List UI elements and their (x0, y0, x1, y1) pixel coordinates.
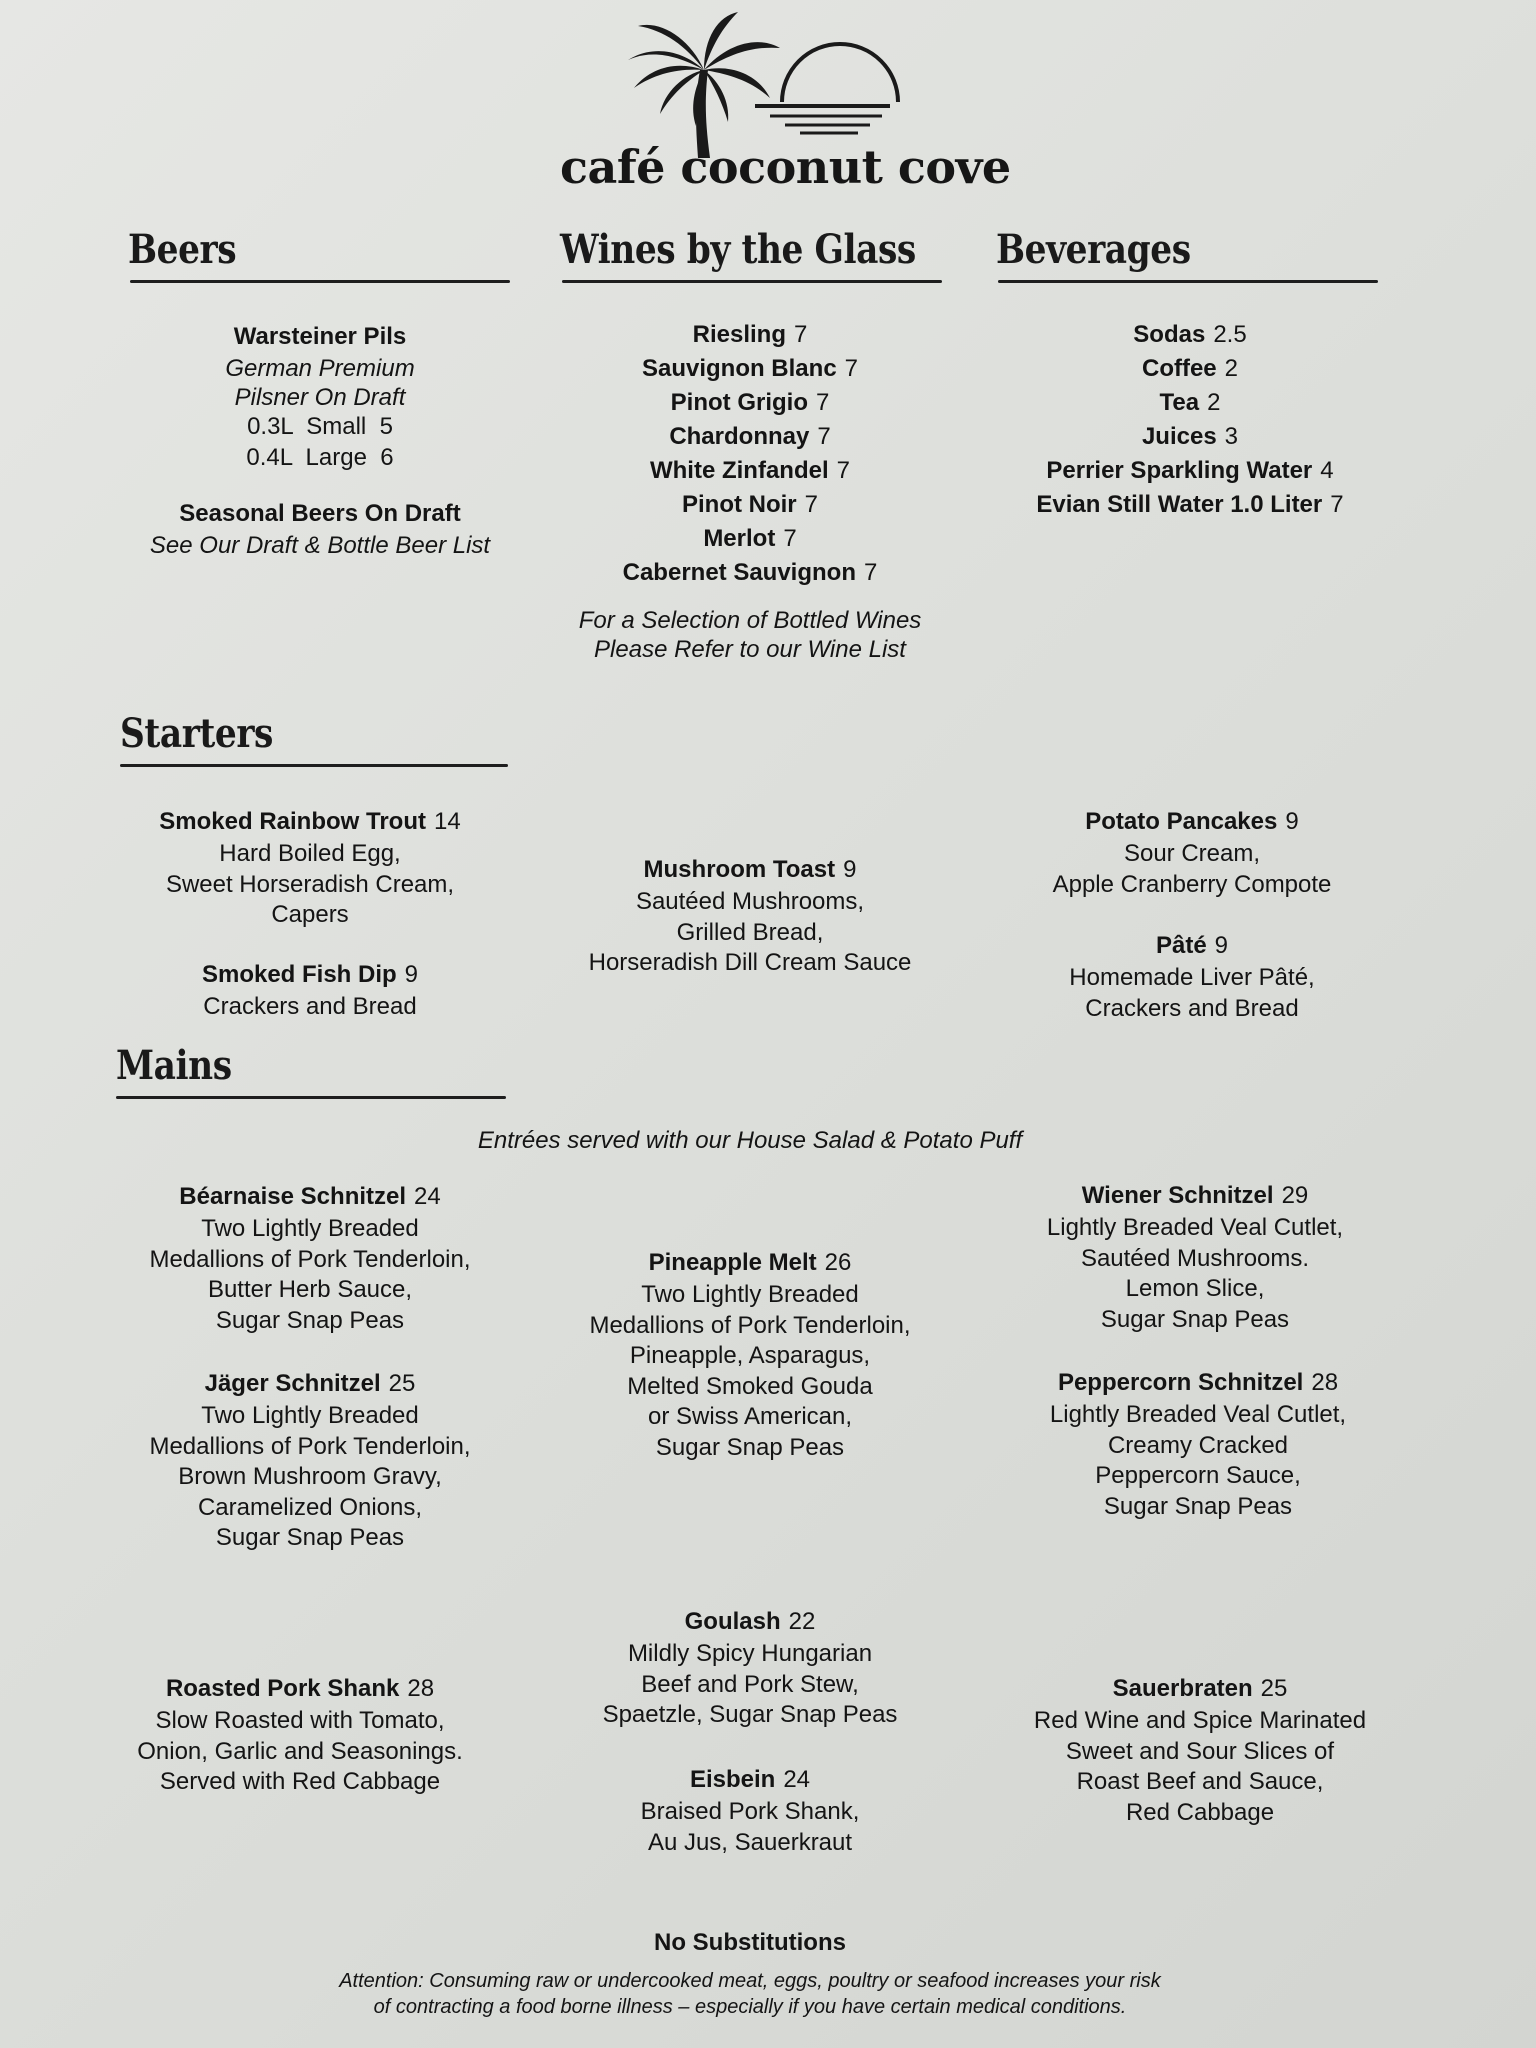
menu-item-desc: Sweet Horseradish Cream, (165, 870, 455, 898)
menu-item-desc: Peppercorn Sauce, (1095, 1462, 1301, 1489)
menu-item-name: Mushroom Toast (643, 856, 836, 883)
menu-item-desc: Roast Beef and Sauce, (1076, 1768, 1324, 1795)
starter-mushroom (540, 853, 960, 979)
beverage-item: Sodas 2.5 (1133, 321, 1247, 348)
wine-note: For a Selection of Bottled Wines (578, 607, 922, 634)
menu-item-desc: Braised Pork Shank, (640, 1798, 860, 1825)
menu-item-name: Peppercorn Schnitzel (1057, 1369, 1304, 1396)
menu-item-desc: Spaetzle, Sugar Snap Peas (602, 1701, 898, 1728)
menu-item-desc: Mildly Spicy Hungarian (627, 1640, 873, 1667)
menu-item-name: Smoked Fish Dip (201, 961, 397, 988)
menu-item-desc: Sugar Snap Peas (1100, 1305, 1290, 1333)
menu-item-name: Warsteiner Pils (233, 323, 407, 350)
beverage-item: Evian Still Water 1.0 Liter 7 (1036, 491, 1344, 518)
menu-item-desc: Butter Herb Sauce, (207, 1276, 413, 1303)
section-title-mains: Mains (116, 1042, 232, 1089)
section-rule (120, 764, 508, 767)
section-title-starters: Starters (120, 710, 273, 757)
wine-item: Cabernet Sauvignon 7 (622, 559, 878, 586)
menu-item-desc: Pineapple, Asparagus, (629, 1342, 871, 1369)
menu-item-size: 0.4L Large 6 (246, 443, 394, 471)
menu-item-desc: Lightly Breaded Veal Cutlet, (1046, 1214, 1344, 1241)
beverages-list (980, 318, 1400, 522)
main-jager (100, 1367, 520, 1554)
menu-item-desc: Au Jus, Sauerkraut (647, 1828, 853, 1856)
menu-item-price: 24 (414, 1183, 441, 1210)
menu-item-desc: Crackers and Bread (1085, 994, 1299, 1022)
menu-item-desc: Red Cabbage (1125, 1798, 1275, 1826)
palm-tree-sunset-icon (620, 8, 920, 158)
menu-item-price: 28 (407, 1675, 435, 1702)
menu-item-desc: See Our Draft & Bottle Beer List (149, 532, 491, 559)
menu-item-price: 9 (843, 856, 857, 883)
section-title-beers: Beers (128, 226, 237, 273)
menu-item-desc: Medallions of Pork Tenderloin, (149, 1432, 471, 1460)
menu-item-price: 25 (1260, 1675, 1288, 1702)
menu-item-name: Sauerbraten (1112, 1675, 1253, 1702)
menu-item-name: Potato Pancakes (1085, 808, 1278, 835)
menu-item-price: 14 (433, 808, 461, 835)
menu-item-desc: Hard Boiled Egg, (219, 840, 401, 867)
menu-item-desc: Two Lightly Breaded (201, 1215, 419, 1242)
starter-pancakes (982, 805, 1402, 900)
wine-note: Please Refer to our Wine List (594, 636, 906, 663)
menu-item-name: Jäger Schnitzel (204, 1370, 381, 1397)
menu-item-name: Seasonal Beers On Draft (179, 500, 461, 527)
menu-item-desc: Two Lightly Breaded (641, 1281, 859, 1308)
beverage-item: Coffee 2 (1141, 355, 1239, 382)
beverage-item: Perrier Sparkling Water 4 (1046, 457, 1334, 484)
menu-item-price: 9 (1214, 932, 1229, 959)
menu-item-desc: Onion, Garlic and Seasonings. (137, 1737, 463, 1765)
menu-item-desc: Beef and Pork Stew, (641, 1670, 859, 1698)
menu-item-name: Béarnaise Schnitzel (179, 1183, 407, 1210)
beverage-item: Juices 3 (1141, 423, 1239, 450)
menu-item-name: Wiener Schnitzel (1081, 1182, 1274, 1209)
menu-item-size: 0.3L Small 5 (247, 413, 393, 440)
menu-item-name: Roasted Pork Shank (165, 1675, 400, 1702)
main-pineapple (540, 1246, 960, 1463)
menu-item-price: 25 (388, 1370, 416, 1397)
wine-item: Sauvignon Blanc 7 (641, 355, 859, 382)
warning-line: of contracting a food borne illness – especially if you have certain medical conditions. (373, 1996, 1127, 2018)
menu-item-name: Smoked Rainbow Trout (159, 808, 426, 835)
wine-item: Chardonnay 7 (669, 423, 831, 450)
menu-item-desc: Caramelized Onions, (197, 1493, 423, 1521)
main-goulash (540, 1605, 960, 1731)
menu-item-desc: Pilsner On Draft (234, 384, 406, 411)
menu-item-price: 9 (404, 961, 419, 988)
menu-item-desc: Sautéed Mushrooms. (1080, 1244, 1310, 1272)
section-rule (116, 1096, 506, 1099)
menu-item-price: 22 (788, 1608, 816, 1635)
menu-item-price: 24 (783, 1766, 811, 1793)
wines-list (540, 318, 960, 664)
menu-item-price: 26 (824, 1249, 852, 1276)
menu-item-desc: or Swiss American, (647, 1403, 853, 1430)
menu-item-desc: Slow Roasted with Tomato, (155, 1707, 445, 1734)
menu-item-desc: Crackers and Bread (203, 993, 417, 1020)
menu-item-desc: Sugar Snap Peas (1103, 1492, 1293, 1520)
section-rule (562, 280, 942, 283)
menu-item-desc: Grilled Bread, (676, 918, 824, 946)
no-substitutions: No Substitutions (654, 1929, 846, 1956)
menu-item-desc: Sugar Snap Peas (215, 1306, 405, 1334)
menu-item-price: 9 (1285, 808, 1299, 835)
beverage-item: Tea 2 (1159, 389, 1221, 416)
menu-item-desc: Served with Red Cabbage (159, 1768, 441, 1795)
menu-item-name: Goulash (684, 1608, 781, 1635)
section-rule (130, 280, 510, 283)
menu-item-price: 28 (1311, 1369, 1339, 1396)
mains-note: Entrées served with our House Salad & Potato Puff (477, 1127, 1023, 1154)
main-sauerbraten (990, 1672, 1410, 1828)
logo (540, 8, 1011, 198)
menu-item-price: 29 (1281, 1182, 1309, 1209)
starter-pate (982, 929, 1402, 1024)
menu-item-name: Eisbein (689, 1766, 776, 1793)
menu-item-desc: Sautéed Mushrooms, (635, 888, 865, 915)
menu-item-desc: Sweet and Sour Slices of (1065, 1737, 1335, 1765)
beers-list (110, 320, 530, 560)
menu-item-desc: Brown Mushroom Gravy, (178, 1463, 442, 1490)
main-bearnaise (100, 1180, 520, 1336)
main-porkshank (90, 1672, 510, 1798)
starter-fishdip (100, 958, 520, 1023)
section-title-beverages: Beverages (996, 226, 1191, 273)
menu-item-desc: Apple Cranberry Compote (1052, 870, 1332, 898)
menu-item-desc: Two Lightly Breaded (201, 1402, 419, 1429)
menu-item-desc: Horseradish Dill Cream Sauce (588, 949, 912, 976)
wine-item: Riesling 7 (692, 321, 808, 348)
menu-item-desc: Sugar Snap Peas (655, 1433, 845, 1461)
section-title-wines: Wines by the Glass (560, 226, 916, 273)
menu-item-desc: Medallions of Pork Tenderloin, (149, 1245, 471, 1273)
menu-item-name: Pâté (1155, 932, 1207, 959)
main-peppercorn (988, 1366, 1408, 1522)
menu-item-desc: Medallions of Pork Tenderloin, (589, 1311, 911, 1339)
menu-item-desc: Sour Cream, (1123, 840, 1261, 867)
menu-item-desc: German Premium (225, 355, 415, 382)
menu-item-desc: Melted Smoked Gouda (627, 1372, 873, 1400)
menu-item-desc: Creamy Cracked (1107, 1431, 1289, 1459)
starter-trout (100, 805, 520, 931)
warning-line: Attention: Consuming raw or undercooked meat, eggs, poultry or seafood increases your risk (339, 1970, 1161, 1992)
menu-item-name: Pineapple Melt (648, 1249, 817, 1276)
wine-item: Pinot Grigio 7 (670, 389, 830, 416)
menu-item-desc: Lemon Slice, (1125, 1275, 1265, 1302)
menu-item-desc: Sugar Snap Peas (215, 1524, 405, 1551)
logo-text: café coconut cove (560, 140, 1011, 194)
menu-item-desc: Lightly Breaded Veal Cutlet, (1049, 1401, 1347, 1428)
menu-item-desc: Capers (271, 901, 349, 928)
allergy-warning (150, 1968, 1350, 2020)
menu-item-desc: Homemade Liver Pâté, (1069, 964, 1315, 991)
main-wiener (985, 1179, 1405, 1335)
section-rule (998, 280, 1378, 283)
menu-item-desc: Red Wine and Spice Marinated (1033, 1707, 1367, 1734)
main-eisbein (540, 1763, 960, 1858)
wine-item: Pinot Noir 7 (681, 491, 818, 518)
wine-item: White Zinfandel 7 (649, 457, 850, 484)
wine-item: Merlot 7 (703, 525, 797, 552)
